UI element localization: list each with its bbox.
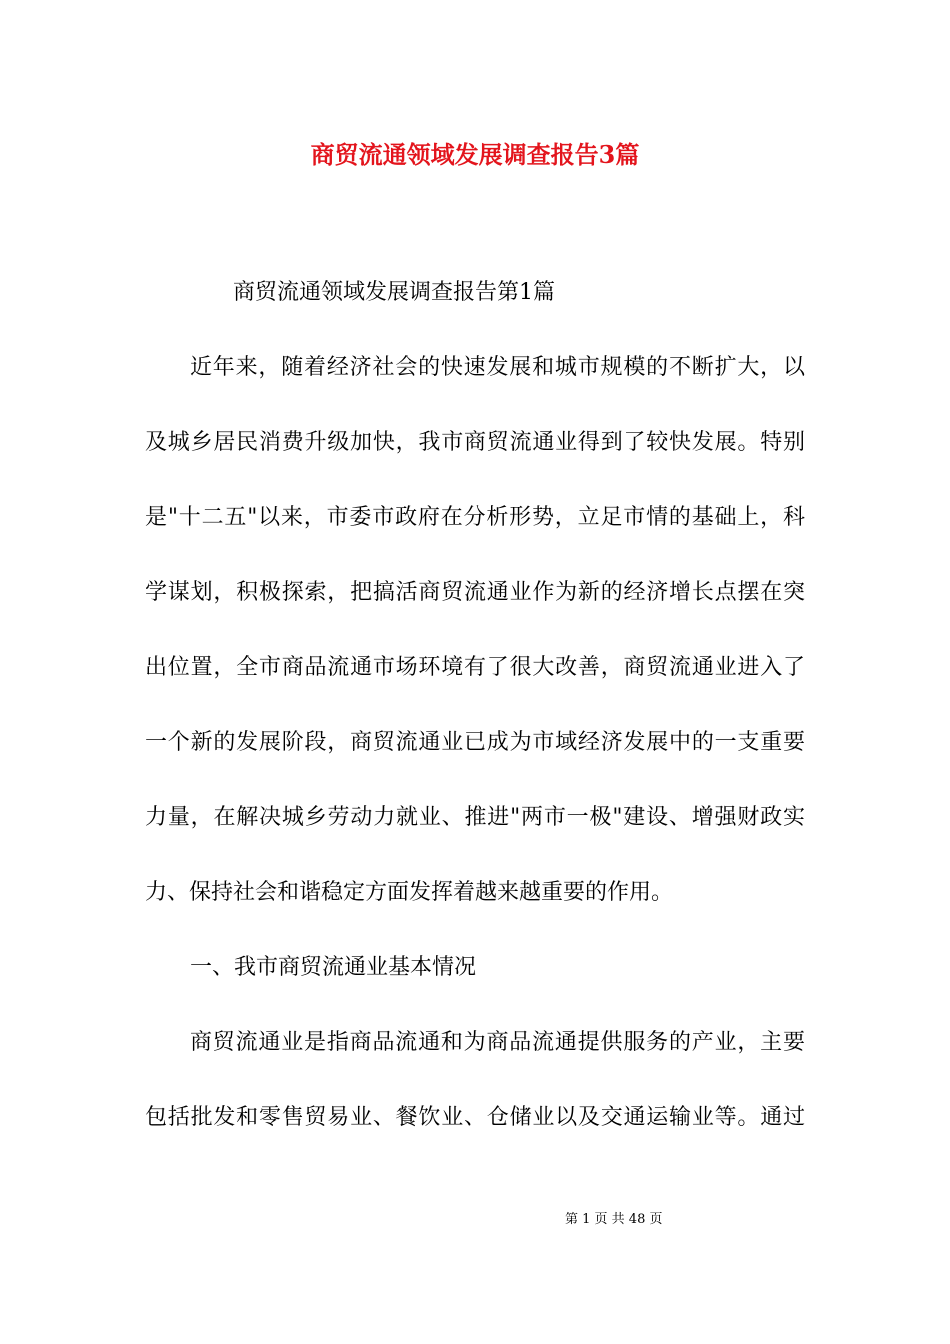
section-heading: 一、我市商贸流通业基本情况: [190, 955, 477, 980]
paragraph-line: 近年来，随着经济社会的快速发展和城市规模的不断扩大，以: [190, 355, 805, 380]
paragraph-line: 是"十二五"以来，市委市政府在分析形势，立足市情的基础上，科: [145, 505, 805, 530]
page-number-footer: 第 1 页 共 48 页: [565, 1212, 663, 1227]
paragraph-line: 学谋划，积极探索，把搞活商贸流通业作为新的经济增长点摆在突: [145, 580, 805, 605]
paragraph-line: 力量，在解决城乡劳动力就业、推进"两市一极"建设、增强财政实: [145, 805, 805, 830]
paragraph-line: 出位置，全市商品流通市场环境有了很大改善，商贸流通业进入了: [145, 655, 805, 680]
paragraph-definition: [145, 1005, 805, 1155]
report-subtitle: 商贸流通领域发展调查报告第1篇: [233, 280, 555, 305]
paragraph-line: 一个新的发展阶段，商贸流通业已成为市域经济发展中的一支重要: [145, 730, 805, 755]
paragraph-intro: [145, 330, 805, 930]
document-title: 商贸流通领域发展调查报告3篇: [310, 140, 640, 169]
paragraph-line: 商贸流通业是指商品流通和为商品流通提供服务的产业，主要: [190, 1030, 805, 1055]
paragraph-line: 及城乡居民消费升级加快，我市商贸流通业得到了较快发展。特别: [145, 430, 805, 455]
document-body: [145, 255, 805, 1155]
paragraph-line: 包括批发和零售贸易业、餐饮业、仓储业以及交通运输业等。通过: [145, 1105, 805, 1130]
paragraph-line: 力、保持社会和谐稳定方面发挥着越来越重要的作用。: [145, 880, 674, 905]
